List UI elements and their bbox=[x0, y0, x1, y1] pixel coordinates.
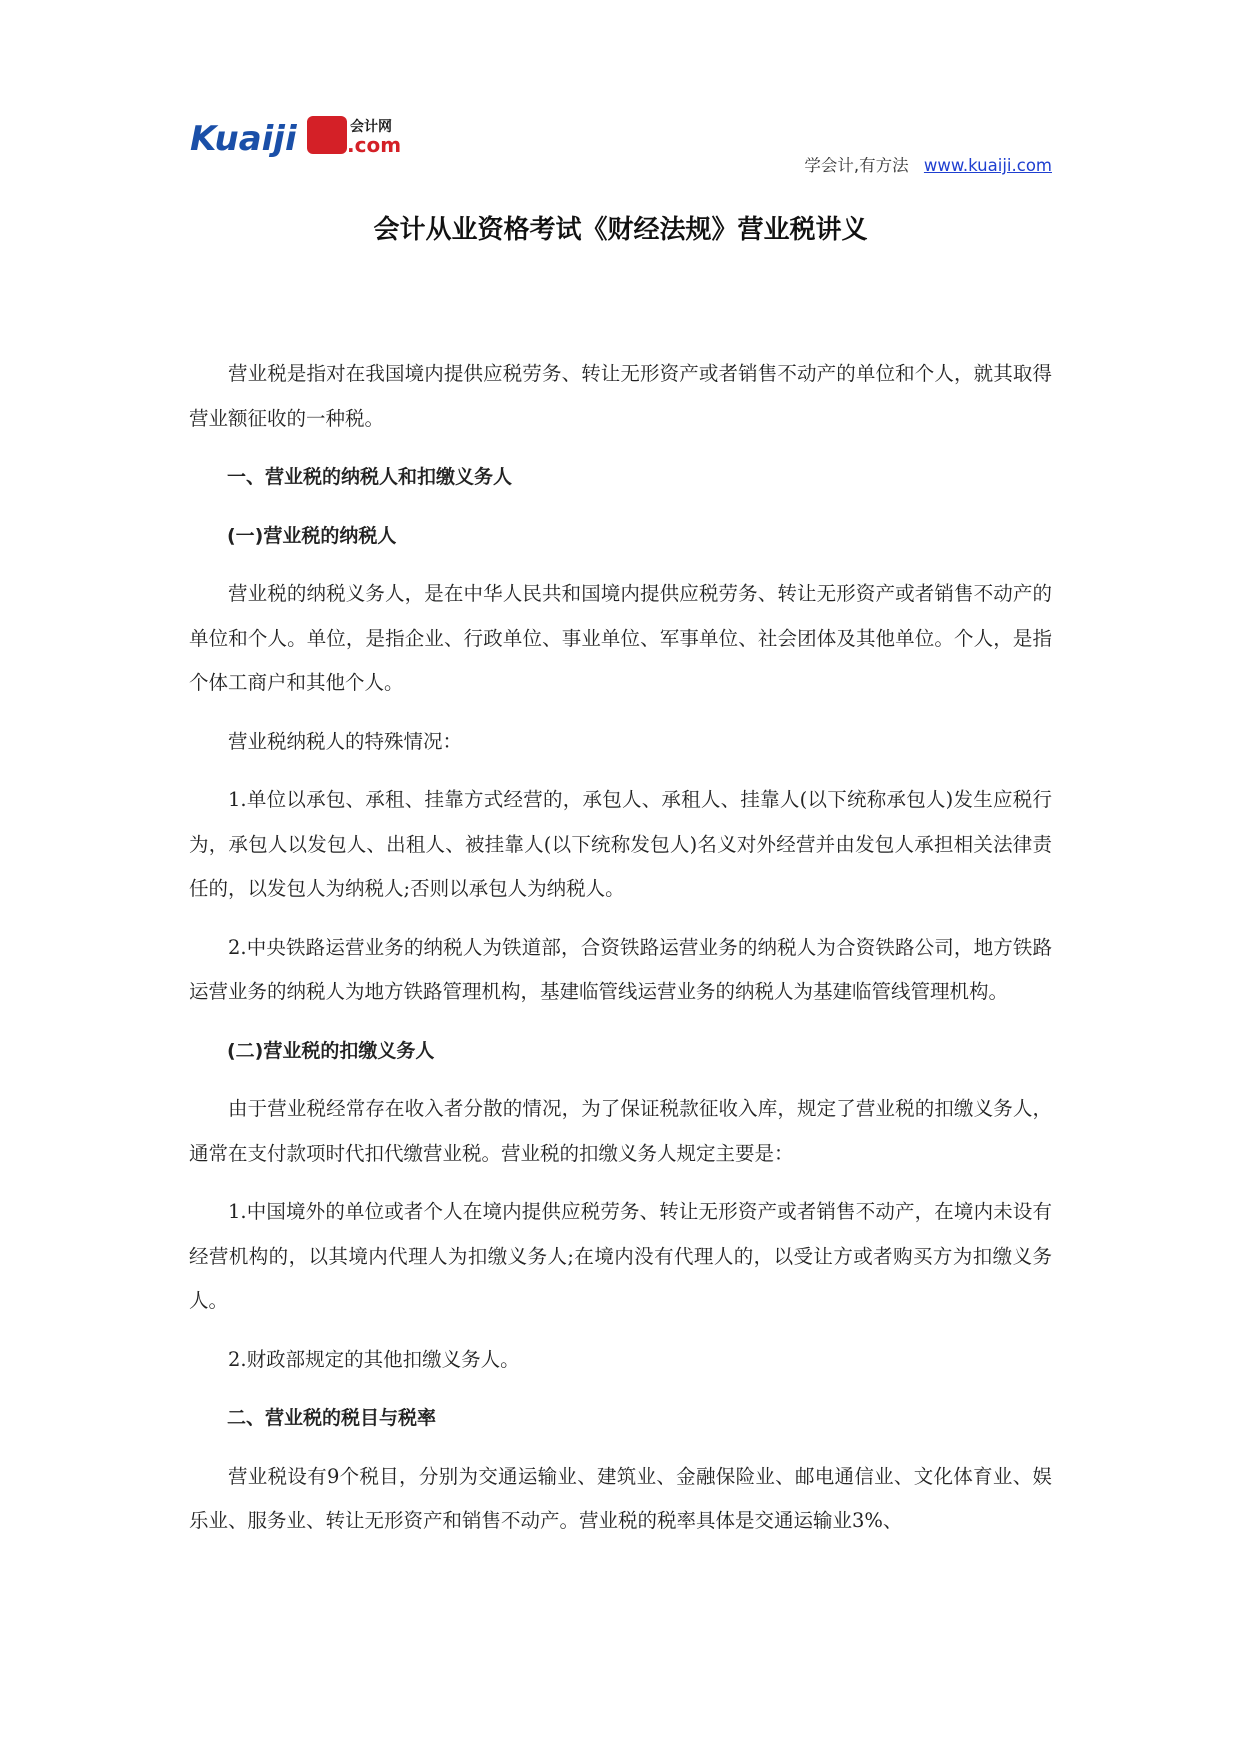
section-heading-2: 二、营业税的税目与税率 bbox=[227, 1407, 437, 1429]
site-link[interactable]: www.kuaiji.com bbox=[923, 156, 1052, 175]
paragraph-special-case-1: 1.单位以承包、承租、挂靠方式经营的，承包人、承租人、挂靠人(以下统称承包人)发生应税行为，承包人以发包人、出租人、被挂靠人(以下统称发包人)名义对外经营并由发包人承担相关法律责任的，以发包人为纳税人;否则以承包人为纳税人。 bbox=[189, 788, 1052, 900]
kuaiji-logo[interactable] bbox=[190, 112, 402, 162]
document-title: 会计从业资格考试《财经法规》营业税讲义 bbox=[373, 215, 868, 245]
paragraph-special-cases-intro: 营业税纳税人的特殊情况： bbox=[228, 729, 463, 753]
site-slogan: 学会计,有方法 bbox=[804, 156, 909, 175]
paragraph-tax-items: 营业税设有9个税目，分别为交通运输业、建筑业、金融保险业、邮电通信业、文化体育业、娱乐业、服务业、转让无形资产和销售不动产。营业税的税率具体是交通运输业3%、 bbox=[189, 1464, 1052, 1532]
kuaiji-logo-graphic bbox=[190, 112, 402, 162]
paragraph-withholding-2: 2.财政部规定的其他扣缴义务人。 bbox=[228, 1347, 520, 1371]
section-heading-1: 一、营业税的纳税人和扣缴义务人 bbox=[227, 466, 513, 488]
header-tagline bbox=[804, 156, 1052, 176]
logo-ji-badge bbox=[307, 116, 347, 154]
logo-badge-text: 会计网 bbox=[350, 119, 392, 135]
paragraph-intro: 营业税是指对在我国境内提供应税劳务、转让无形资产或者销售不动产的单位和个人，就其取得营业额征收的一种税。 bbox=[189, 362, 1052, 430]
document-body bbox=[189, 352, 1052, 1558]
paragraph-special-case-2: 2.中央铁路运营业务的纳税人为铁道部，合资铁路运营业务的纳税人为合资铁路公司，地方铁路运营业务的纳税人为地方铁路管理机构，基建临管线运营业务的纳税人为基建临管线管理机构。 bbox=[189, 935, 1052, 1003]
paragraph-withholding-intro: 由于营业税经常存在收入者分散的情况，为了保证税款征收入库，规定了营业税的扣缴义务人，通常在支付款项时代扣代缴营业税。营业税的扣缴义务人规定主要是： bbox=[189, 1097, 1052, 1165]
subsection-heading-1-2: (二)营业税的扣缴义务人 bbox=[227, 1039, 435, 1062]
logo-domain-text: .com bbox=[347, 133, 402, 157]
paragraph-withholding-1: 1.中国境外的单位或者个人在境内提供应税劳务、转让无形资产或者销售不动产，在境内未设有经营机构的，以其境内代理人为扣缴义务人;在境内没有代理人的，以受让方或者购买方为扣缴义务人。 bbox=[189, 1200, 1052, 1312]
subsection-heading-1-1: (一)营业税的纳税人 bbox=[227, 524, 397, 547]
paragraph-taxpayer-definition: 营业税的纳税义务人，是在中华人民共和国境内提供应税劳务、转让无形资产或者销售不动产的单位和个人。单位，是指企业、行政单位、事业单位、军事单位、社会团体及其他单位。个人，是指个体工商户和其他个人。 bbox=[189, 582, 1052, 694]
logo-wordmark: Kuaiji bbox=[190, 119, 297, 159]
